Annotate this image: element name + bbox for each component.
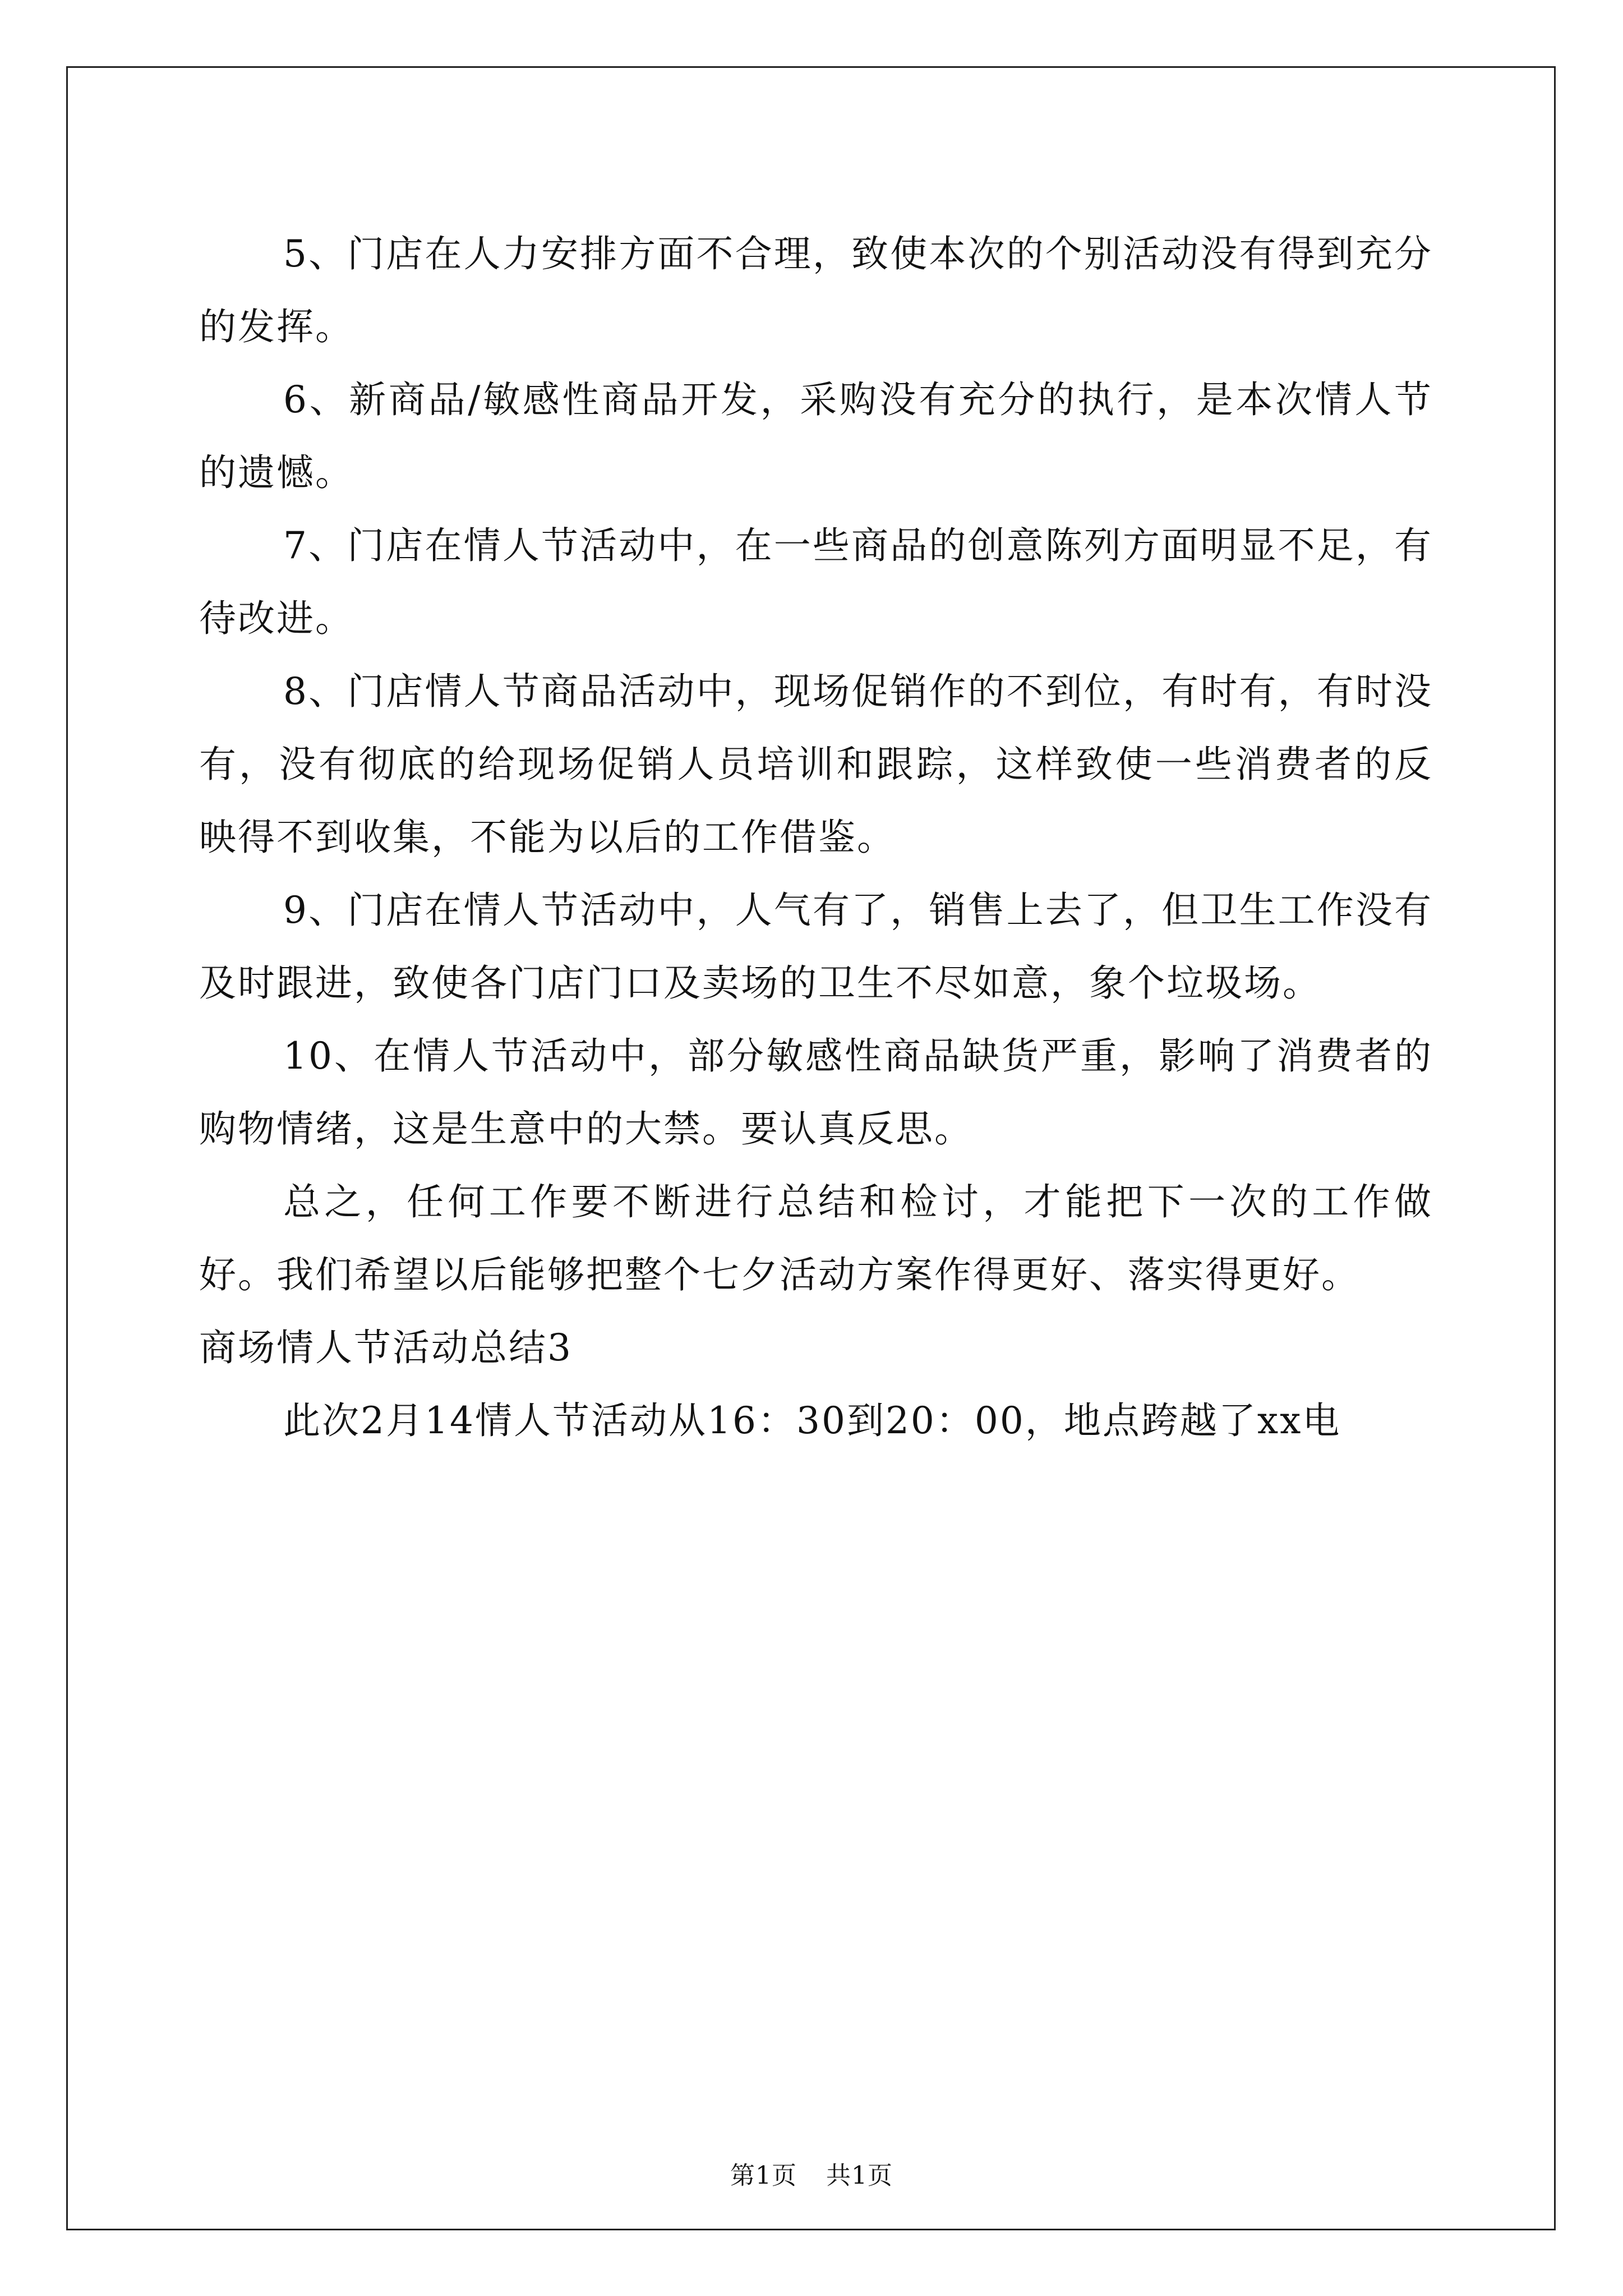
page-total: 共1页	[826, 2161, 893, 2190]
paragraph-6: 6、新商品/敏感性商品开发，采购没有充分的执行，是本次情人节的遗憾。	[199, 378, 1433, 494]
paragraph-conclusion: 总之，任何工作要不断进行总结和检讨，才能把下一次的工作做好。我们希望以后能够把整个七夕活动方案作得更好、落实得更好。	[199, 1180, 1433, 1296]
document-body	[199, 218, 1433, 1457]
paragraph-9: 9、门店在情人节活动中，人气有了，销售上去了，但卫生工作没有及时跟进，致使各门店门口及卖场的卫生不尽如意，象个垃圾场。	[199, 889, 1433, 1005]
paragraph-7: 7、门店在情人节活动中，在一些商品的创意陈列方面明显不足，有待改进。	[199, 524, 1433, 640]
page-footer	[0, 2155, 1623, 2191]
paragraph-5: 5、门店在人力安排方面不合理，致使本次的个别活动没有得到充分的发挥。	[199, 232, 1433, 348]
section-title: 商场情人节活动总结3	[199, 1326, 573, 1369]
page-number: 第1页	[730, 2161, 797, 2190]
paragraph-10: 10、在情人节活动中，部分敏感性商品缺货严重，影响了消费者的购物情绪，这是生意中的大禁。要认真反思。	[199, 1034, 1433, 1151]
paragraph-intro: 此次2月14情人节活动从16：30到20：00，地点跨越了xx电	[283, 1399, 1341, 1442]
paragraph-8: 8、门店情人节商品活动中，现场促销作的不到位，有时有，有时没有，没有彻底的给现场促销人员培训和跟踪，这样致使一些消费者的反映得不到收集，不能为以后的工作借鉴。	[199, 670, 1433, 859]
